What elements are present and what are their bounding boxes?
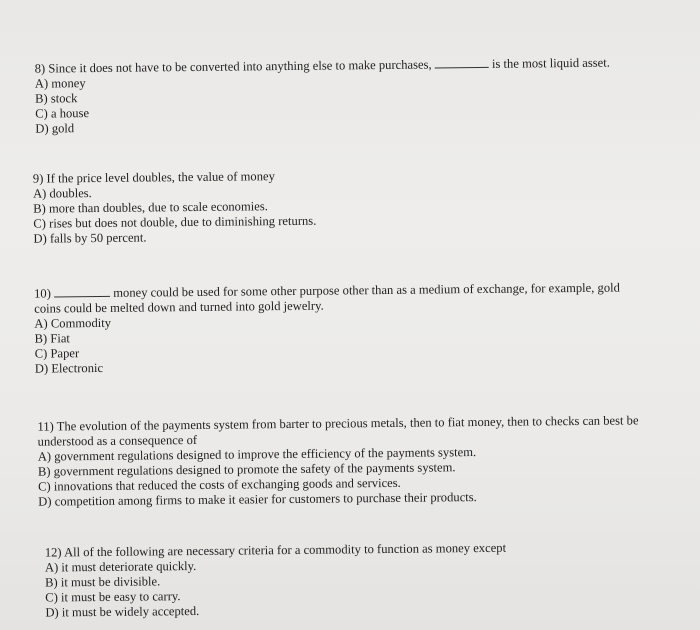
answer-blank [54, 286, 110, 298]
question-10-stem-after: money could be used for some other purpose other than as a medium of exchange, for example, gold [113, 280, 620, 300]
question-9-option-d: D) falls by 50 percent. [33, 230, 147, 246]
question-11-option-d: D) competition among firms to make it easier for customers to purchase their products. [38, 490, 477, 509]
question-8-stem-before: 8) Since it does not have to be converted into anything else to make purchases, [34, 57, 432, 76]
question-8-option-c: C) a house [35, 106, 90, 121]
question-8-option-d: D) gold [35, 121, 75, 136]
question-8 [35, 56, 611, 137]
question-12-option-c: C) it must be easy to carry. [45, 589, 181, 605]
question-9-stem: 9) If the price level doubles, the value of money [32, 169, 275, 186]
question-12-option-b: B) it must be divisible. [45, 574, 161, 590]
question-12 [45, 541, 507, 621]
question-10-stem-line2: coins could be melted down and turned into gold jewelry. [34, 298, 324, 316]
question-10-option-c: C) Paper [34, 346, 80, 361]
question-11 [37, 413, 639, 509]
question-8-option-b: B) stock [34, 91, 78, 106]
question-9 [33, 169, 317, 247]
question-12-option-a: A) it must deteriorate quickly. [44, 558, 197, 575]
question-9-option-c: C) rises but does not double, due to diminishing returns. [33, 213, 317, 231]
question-11-option-a: A) government regulations designed to improve the efficiency of the payments system. [37, 445, 477, 464]
answer-blank [435, 57, 489, 69]
question-11-stem: 11) The evolution of the payments system from barter to precious metals, then to fiat money, then to checks can best be [37, 413, 639, 434]
question-11-stem-line2: understood as a consequence of [37, 432, 198, 449]
question-10 [34, 281, 621, 377]
question-11-option-c: C) innovations that reduced the costs of exchanging goods and services. [38, 475, 401, 494]
question-8-option-a: A) money [34, 76, 86, 91]
question-10-option-d: D) Electronic [34, 360, 104, 376]
question-8-stem-after: is the most liquid asset. [491, 55, 610, 71]
question-10-option-b: B) Fiat [34, 331, 70, 346]
question-11-option-b: B) government regulations designed to promote the safety of the payments system. [37, 460, 456, 479]
question-12-option-d: D) it must be widely accepted. [45, 603, 200, 620]
question-9-option-b: B) more than doubles, due to scale economies. [33, 199, 268, 216]
question-10-number: 10) [34, 286, 51, 301]
question-9-option-a: A) doubles. [32, 186, 92, 201]
question-12-stem: 12) All of the following are necessary criteria for a commodity to function as money except [44, 540, 507, 560]
question-10-option-a: A) Commodity [34, 315, 112, 331]
